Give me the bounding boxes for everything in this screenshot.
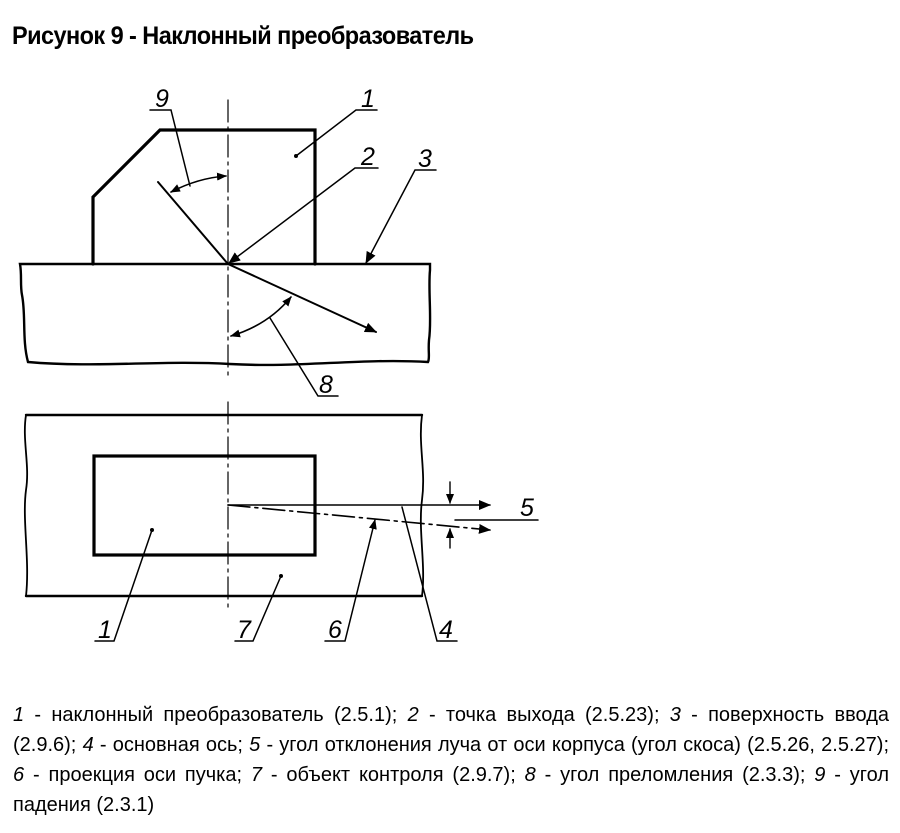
transducer-body [93, 130, 315, 264]
refracted-ray [228, 264, 376, 332]
test-object-break-left [25, 415, 27, 596]
legend-text: - проекция оси пучка; [24, 764, 251, 786]
callout-5: 5 [520, 494, 534, 522]
callout-8: 8 [319, 371, 333, 399]
callout-1-top: 1 [361, 85, 375, 113]
leader-2 [229, 168, 378, 263]
legend-num: 2 [407, 704, 419, 726]
beam-projection-line [228, 505, 490, 530]
figure-title: Рисунок 9 - Наклонный преобразователь [12, 22, 474, 50]
callout-2: 2 [361, 143, 375, 171]
leader-3 [366, 170, 436, 263]
callout-7: 7 [237, 616, 251, 644]
legend-text: - угол отклонения луча от оси корпуса (угол скоса) (2.5.26, 2.5.27); [260, 734, 889, 756]
legend-num: 1 [13, 704, 25, 726]
legend-text: - угол падения (2.3.1) [13, 764, 890, 816]
legend-num: 9 [814, 764, 826, 786]
callout-4: 4 [439, 616, 453, 644]
legend-text: - угол преломления (2.3.3); [535, 764, 815, 786]
legend-num: 3 [669, 704, 681, 726]
incident-ray [158, 182, 228, 264]
legend-text: - наклонный преобразователь (2.5.1); [24, 704, 408, 726]
incidence-angle-arc [171, 176, 226, 192]
refraction-angle-arc [231, 297, 291, 336]
callout-1-bottom: 1 [98, 616, 112, 644]
legend-num: 5 [249, 734, 261, 756]
legend-text: - поверхность ввода (2.9.6); [13, 704, 889, 756]
legend-text: - объект контроля (2.9.7); [262, 764, 525, 786]
legend-num: 7 [250, 764, 263, 786]
legend-num: 6 [13, 764, 25, 786]
leader-9 [150, 110, 190, 186]
legend-num: 4 [82, 734, 94, 756]
legend-text: - точка выхода (2.5.23); [418, 704, 670, 726]
legend-text: - основная ось; [93, 734, 250, 756]
plan-view [25, 402, 538, 641]
callout-6: 6 [328, 616, 342, 644]
test-object-section [20, 264, 430, 365]
figure-legend [13, 700, 889, 820]
callout-9: 9 [155, 85, 169, 113]
legend-num: 8 [524, 764, 536, 786]
callout-3: 3 [418, 145, 432, 173]
